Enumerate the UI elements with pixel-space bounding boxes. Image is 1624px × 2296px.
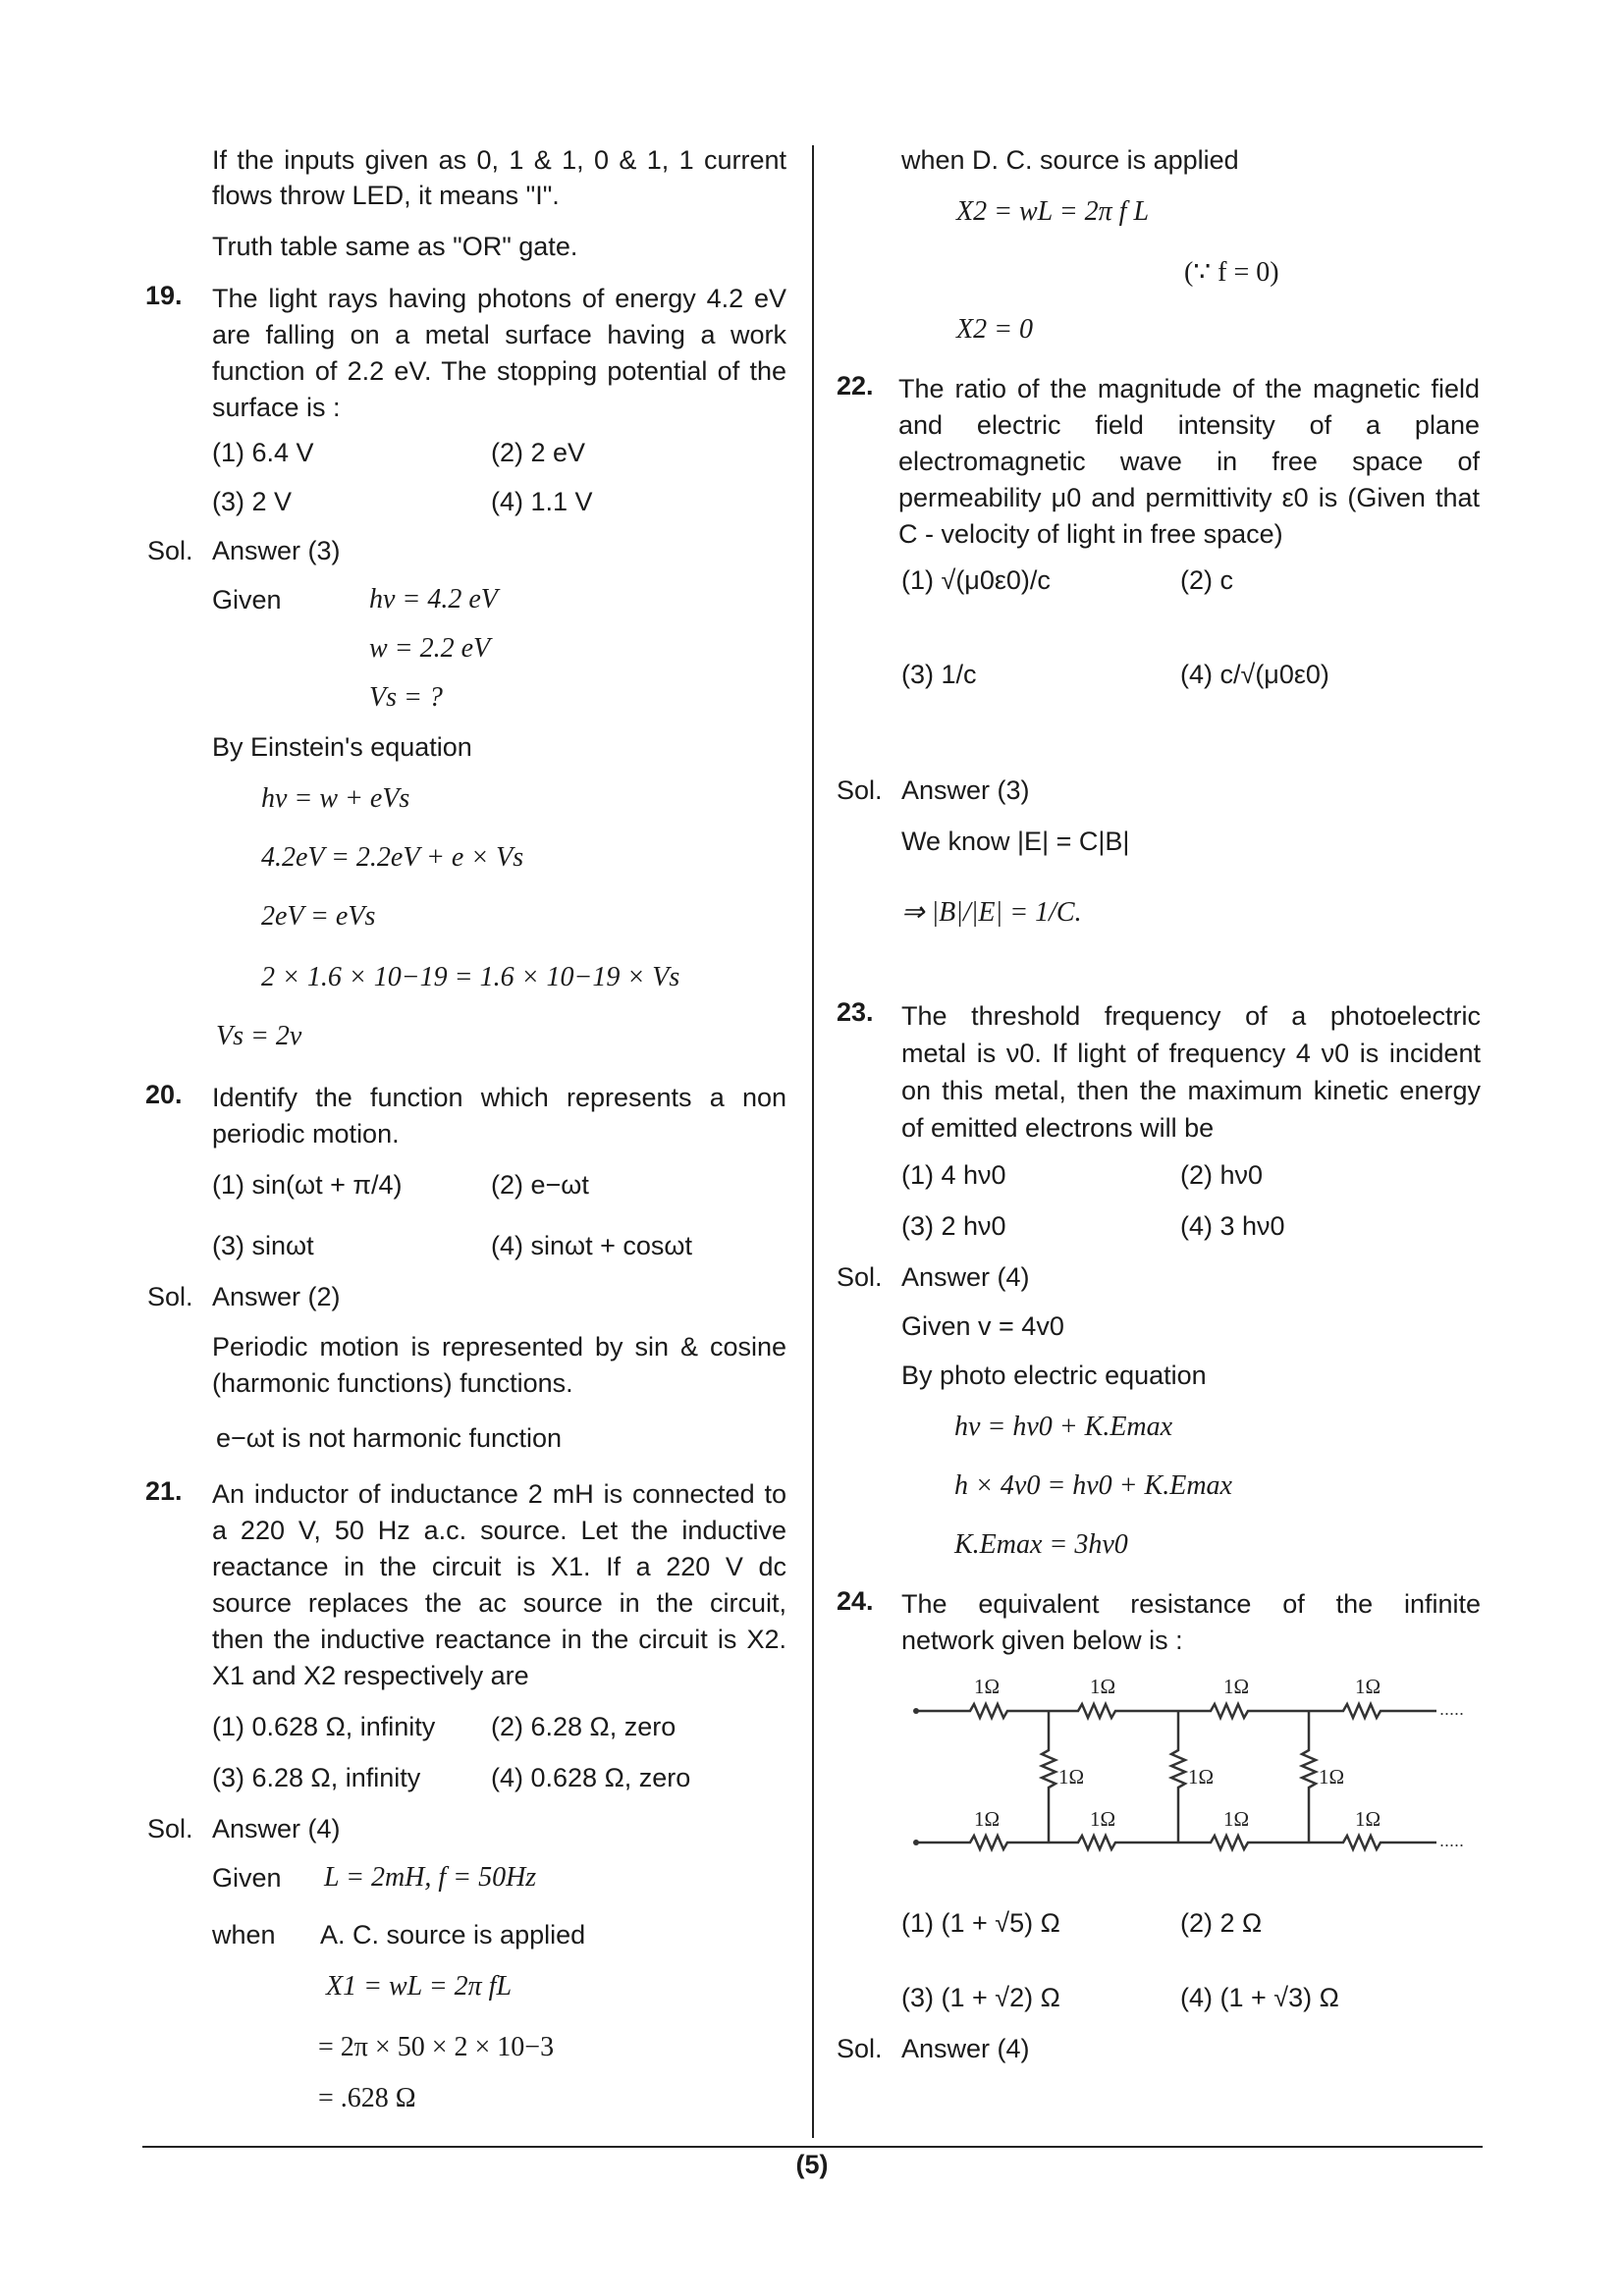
q19-step-3: 2eV = eVs bbox=[261, 901, 376, 932]
q23-given: Given v = 4v0 bbox=[901, 1311, 1064, 1341]
q20-option-4: (4) sinωt + cosωt bbox=[491, 1231, 692, 1260]
resistor-label: 1Ω bbox=[1058, 1765, 1085, 1789]
q22-sol-label: Sol. bbox=[837, 775, 883, 805]
q20-answer: Answer (2) bbox=[212, 1282, 341, 1311]
q20-note: e−ωt is not harmonic function bbox=[216, 1423, 563, 1453]
column-divider bbox=[812, 145, 814, 2138]
question-20-text: Identify the function which represents a non periodic motion. bbox=[212, 1083, 786, 1148]
resistor-label: 1Ω bbox=[1319, 1765, 1345, 1789]
q19-given-vs: Vs = ? bbox=[369, 682, 443, 713]
q21-step-3: = .628 Ω bbox=[318, 2083, 416, 2113]
dc-line: when D. C. source is applied bbox=[901, 145, 1239, 175]
q23-option-2: (2) hν0 bbox=[1180, 1160, 1264, 1190]
q19-answer: Answer (3) bbox=[212, 536, 341, 565]
resistor-label: 1Ω bbox=[974, 1807, 1001, 1831]
intro-line-2: flows throw LED, it means "I". bbox=[212, 181, 560, 210]
q21-option-4: (4) 0.628 Ω, zero bbox=[491, 1763, 691, 1792]
q19-given-hv: hv = 4.2 eV bbox=[369, 584, 498, 614]
q19-option-2: (2) 2 eV bbox=[491, 438, 586, 467]
q23-answer: Answer (4) bbox=[901, 1262, 1030, 1292]
q23-sol-label: Sol. bbox=[837, 1262, 883, 1292]
dc-eq-1: X2 = wL = 2π f L bbox=[956, 196, 1150, 227]
q21-given-values: L = 2mH, f = 50Hz bbox=[324, 1862, 537, 1893]
question-19-text: The light rays having photons of energy 4.2 eV are falling on a metal surface having a work function of 2.2 eV. The stopping potential of the surface is : bbox=[212, 284, 786, 422]
q24-answer: Answer (4) bbox=[901, 2034, 1030, 2063]
q21-answer: Answer (4) bbox=[212, 1814, 341, 1843]
q19-given-w: w = 2.2 eV bbox=[369, 633, 491, 664]
q20-option-3: (3) sinωt bbox=[212, 1231, 314, 1260]
q24-option-1: (1) (1 + √5) Ω bbox=[901, 1908, 1060, 1938]
q19-einstein-label: By Einstein's equation bbox=[212, 732, 472, 762]
intro-line-1: If the inputs given as 0, 1 & 1, 0 & 1, 1 current bbox=[212, 145, 786, 175]
question-22-number: 22. bbox=[837, 371, 874, 400]
q21-sol-label: Sol. bbox=[147, 1814, 193, 1843]
q22-option-4: (4) c/√(μ0ε0) bbox=[1180, 660, 1329, 689]
dc-because: (∵ f = 0) bbox=[1184, 257, 1279, 288]
dc-eq-2: X2 = 0 bbox=[956, 314, 1033, 345]
q21-step-1: X1 = wL = 2π fL bbox=[326, 1971, 513, 2002]
q22-know: We know |E| = C|B| bbox=[901, 827, 1130, 856]
q22-option-1: (1) √(μ0ε0)/c bbox=[901, 565, 1051, 595]
q19-step-1: hv = w + eVs bbox=[261, 783, 410, 814]
resistor-label: 1Ω bbox=[1188, 1765, 1215, 1789]
resistor-label: 1Ω bbox=[1090, 1675, 1116, 1698]
svg-text:.....: ..... bbox=[1439, 1699, 1465, 1719]
q20-sol-label: Sol. bbox=[147, 1282, 193, 1311]
q20-option-2: (2) e−ωt bbox=[491, 1170, 589, 1200]
q23-step-3: K.Emax = 3hv0 bbox=[954, 1529, 1128, 1560]
question-22-text: The ratio of the magnitude of the magnetic field and electric field intensity of a plane electromagnetic wave in free space of permeability μ0 and permittivity ε0 is (Given that C - velocity of light in free space) bbox=[898, 374, 1480, 549]
page-number: (5) bbox=[795, 2150, 829, 2179]
svg-text:.....: ..... bbox=[1439, 1831, 1465, 1850]
q19-option-4: (4) 1.1 V bbox=[491, 487, 593, 516]
q24-sol-label: Sol. bbox=[837, 2034, 883, 2063]
q21-ac-label: A. C. source is applied bbox=[320, 1920, 586, 1949]
resistor-label: 1Ω bbox=[1355, 1675, 1381, 1698]
q21-step-2: = 2π × 50 × 2 × 10−3 bbox=[318, 2032, 555, 2062]
q22-option-2: (2) c bbox=[1180, 565, 1233, 595]
q19-step-4: 2 × 1.6 × 10−19 = 1.6 × 10−19 × Vs bbox=[261, 962, 680, 992]
footer-rule bbox=[142, 2146, 1483, 2148]
q21-option-2: (2) 6.28 Ω, zero bbox=[491, 1712, 677, 1741]
q21-when-label: when bbox=[212, 1920, 276, 1949]
resistor-label: 1Ω bbox=[1223, 1807, 1250, 1831]
intro-line-3: Truth table same as "OR" gate. bbox=[212, 232, 578, 261]
resistor-network-diagram bbox=[911, 1674, 1481, 1880]
q21-given-label: Given bbox=[212, 1863, 282, 1893]
q20-explanation: Periodic motion is represented by sin & cosine (harmonic functions) functions. bbox=[212, 1332, 786, 1398]
q24-option-2: (2) 2 Ω bbox=[1180, 1908, 1263, 1938]
q23-option-4: (4) 3 hν0 bbox=[1180, 1211, 1285, 1241]
q23-option-1: (1) 4 hν0 bbox=[901, 1160, 1006, 1190]
q19-option-3: (3) 2 V bbox=[212, 487, 293, 516]
question-21-number: 21. bbox=[145, 1476, 183, 1506]
q24-option-4: (4) (1 + √3) Ω bbox=[1180, 1983, 1339, 2012]
question-24-text: The equivalent resistance of the infinite network given below is : bbox=[901, 1589, 1481, 1655]
question-24-number: 24. bbox=[837, 1586, 874, 1616]
q22-result: ⇒ |B|/|E| = 1/C. bbox=[901, 897, 1082, 928]
q23-step-1: hv = hv0 + K.Emax bbox=[954, 1412, 1173, 1442]
question-23-text: The threshold frequency of a photoelectric metal is ν0. If light of frequency 4 ν0 is incident on this metal, then the maximum kinetic energy of emitted electrons will be bbox=[901, 1001, 1481, 1143]
q21-option-3: (3) 6.28 Ω, infinity bbox=[212, 1763, 421, 1792]
q24-option-3: (3) (1 + √2) Ω bbox=[901, 1983, 1060, 2012]
q19-given-label: Given bbox=[212, 585, 282, 614]
q20-option-1: (1) sin(ωt + π/4) bbox=[212, 1170, 403, 1200]
resistor-label: 1Ω bbox=[1355, 1807, 1381, 1831]
q19-option-1: (1) 6.4 V bbox=[212, 438, 314, 467]
q19-sol-label: Sol. bbox=[147, 536, 193, 565]
question-21-text: An inductor of inductance 2 mH is connected to a 220 V, 50 Hz a.c. source. Let the inductive reactance in the circuit is X1. If a 220 V dc source replaces the ac source in the circuit, then the inductive reactance in the circuit is X2. X1 and X2 respectively are bbox=[212, 1479, 786, 1690]
q22-answer: Answer (3) bbox=[901, 775, 1030, 805]
q23-option-3: (3) 2 hν0 bbox=[901, 1211, 1006, 1241]
q19-step-5: Vs = 2v bbox=[216, 1021, 302, 1051]
q23-photo-label: By photo electric equation bbox=[901, 1361, 1207, 1390]
q23-step-2: h × 4v0 = hv0 + K.Emax bbox=[954, 1470, 1232, 1501]
q21-option-1: (1) 0.628 Ω, infinity bbox=[212, 1712, 436, 1741]
question-19-number: 19. bbox=[145, 281, 183, 310]
q22-option-3: (3) 1/c bbox=[901, 660, 977, 689]
resistor-label: 1Ω bbox=[974, 1675, 1001, 1698]
question-20-number: 20. bbox=[145, 1080, 183, 1109]
question-23-number: 23. bbox=[837, 997, 874, 1027]
q19-step-2: 4.2eV = 2.2eV + e × Vs bbox=[261, 842, 524, 873]
resistor-label: 1Ω bbox=[1223, 1675, 1250, 1698]
resistor-label: 1Ω bbox=[1090, 1807, 1116, 1831]
